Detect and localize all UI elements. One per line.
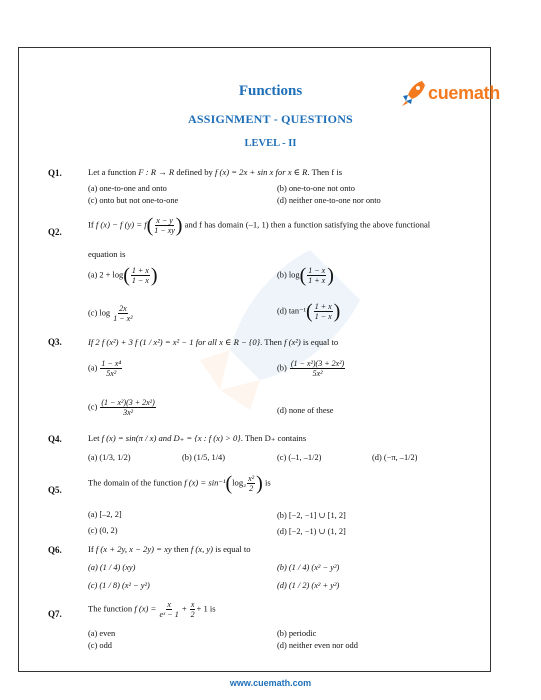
stem-text: is equal to xyxy=(215,544,251,554)
stem-math: f (x) = sin⁻¹ xyxy=(184,477,226,488)
question-number: Q3. xyxy=(48,337,62,347)
option-b[interactable]: (b) $\frac{\text{(1 − x²)(3 + 2x²)}}{\text{5x²}}$ xyxy=(277,359,345,378)
stem-text: is equal to xyxy=(302,337,339,347)
question-stem-cont: equation is xyxy=(88,249,126,259)
stem-text: Let xyxy=(88,433,100,443)
option-c[interactable]: (c) $\frac{\text{(1 − x²)(3 + 2x²)}}{\text{3x²}}$ xyxy=(88,398,155,417)
question-number: Q7. xyxy=(48,609,62,619)
option-a[interactable]: (a) (1/3, 1/2) xyxy=(88,453,131,462)
option-b[interactable]: (b) (1 / 4) (x² − y²) xyxy=(277,563,340,572)
stem-math: If 2 f (x²) + 3 f (1 / x²) = x² − 1 for all x ∈ R − {0} xyxy=(88,337,261,347)
stem-math: F : R → R xyxy=(138,167,175,177)
stem-text: . Then f is xyxy=(307,167,343,177)
stem-text: and f has domain (–1, 1) then a function satisfying the above functional xyxy=(184,219,431,230)
cuemath-logo xyxy=(402,78,500,108)
option-d[interactable]: (d) (−π, –1/2) xyxy=(372,453,418,462)
question-stem xyxy=(88,337,338,348)
option-c[interactable]: (c) odd xyxy=(88,641,112,650)
stem-fraction: $\frac{x - y}{1 - xy}$ xyxy=(154,216,175,235)
stem-math: f (x, y) xyxy=(190,544,214,554)
question-stem: The function f (x) = $\frac{x}{\text{eˣ − 1}}$ + $\frac{x}{2}$ + 1 is xyxy=(88,600,216,619)
option-a[interactable]: (a) even xyxy=(88,629,116,638)
option-b[interactable]: (b) (1/5, 1/4) xyxy=(182,453,226,462)
option-a[interactable]: (a) [–2, 2] xyxy=(88,510,122,519)
option-c[interactable]: (c) log $\frac{2x}{\text{1 − x²}}$ xyxy=(88,304,133,323)
option-c[interactable]: (c) (1 / 8) (x² − y²) xyxy=(88,581,150,590)
stem-text: If xyxy=(88,219,94,230)
option-a[interactable]: (a) 2 + log( $\frac{1 + x}{1 - x}$ ) xyxy=(88,264,158,287)
stem-math: f (x + 2y, x − 2y) = xy xyxy=(95,544,172,554)
option-c[interactable]: (c) (–1, –1/2) xyxy=(277,453,322,462)
option-d[interactable]: (d) none of these xyxy=(277,406,334,415)
question-stem xyxy=(88,433,306,444)
option-a[interactable]: (a) $\frac{\text{1 − x⁴}}{\text{5x²}}$ xyxy=(88,359,122,378)
question-stem xyxy=(88,544,251,554)
stem-text: then xyxy=(173,544,189,554)
question-stem xyxy=(88,167,342,178)
stem-text: defined by xyxy=(176,167,213,177)
level-label: LEVEL - II xyxy=(244,138,297,149)
option-d[interactable]: (d) [−2, −1) ∪ (1, 2] xyxy=(277,527,346,536)
rocket-icon xyxy=(402,80,426,106)
stem-text: The domain of the function xyxy=(88,477,183,488)
option-b[interactable]: (b) log( $\frac{1 - x}{1 + x}$ ) xyxy=(277,264,334,287)
option-b[interactable]: (b) [−2, −1] ∪ [1, 2] xyxy=(277,511,346,520)
option-c[interactable]: (c) onto but not one-to-one xyxy=(88,196,179,205)
option-d[interactable]: (d) tan⁻¹( $\frac{1 + x}{1 - x}$ ) xyxy=(277,300,341,323)
stem-text: If xyxy=(88,544,94,554)
question-number: Q4. xyxy=(48,434,62,444)
stem-math: f (x) = xyxy=(134,603,157,614)
option-a[interactable]: (a) (1 / 4) (xy) xyxy=(88,563,136,572)
question-stem: The domain of the function f (x) = sin⁻¹(log₂ $\frac{\text{x²}}{2}$ ) is xyxy=(88,472,271,495)
stem-text: is xyxy=(209,603,216,614)
stem-text: is xyxy=(264,477,271,488)
option-c[interactable]: (c) (0, 2) xyxy=(88,526,118,535)
question-stem: If f (x) − f (y) = f( $\frac{x - y}{1 - xy}$ ) and f has domain (–1, 1) then a function satisfying the above functional xyxy=(88,214,431,237)
footer-url[interactable]: www.cuemath.com xyxy=(229,678,312,688)
question-number: Q1. xyxy=(48,168,62,178)
option-b[interactable]: (b) one-to-one not onto xyxy=(277,184,355,193)
question-number: Q5. xyxy=(48,485,62,495)
option-d[interactable]: (d) (1 / 2) (x² + y²) xyxy=(277,581,340,590)
stem-text: Let a function xyxy=(88,167,137,177)
option-b[interactable]: (b) periodic xyxy=(277,629,317,638)
page-subtitle: ASSIGNMENT - QUESTIONS xyxy=(188,112,353,126)
question-number: Q6. xyxy=(48,545,62,555)
option-a[interactable]: (a) one-to-one and onto xyxy=(88,184,167,193)
option-d[interactable]: (d) neither even nor odd xyxy=(277,641,358,650)
brand-name: cuemath xyxy=(428,82,500,103)
stem-math: f (x) = sin(π / x) and D₊ = {x : f (x) > 0} xyxy=(101,433,241,443)
stem-math: f (x²) xyxy=(284,337,301,347)
page-title: Functions xyxy=(238,83,303,99)
stem-math: f (x) − f (y) = f xyxy=(95,219,147,230)
stem-text: . Then D₊ contains xyxy=(240,433,307,443)
stem-text: . Then xyxy=(260,337,282,347)
stem-math: f (x) = 2x + sin x for x ∈ R xyxy=(215,167,308,177)
option-d[interactable]: (d) neither one-to-one nor onto xyxy=(277,196,381,205)
stem-text: The function xyxy=(88,603,133,614)
question-number: Q2. xyxy=(48,227,62,237)
